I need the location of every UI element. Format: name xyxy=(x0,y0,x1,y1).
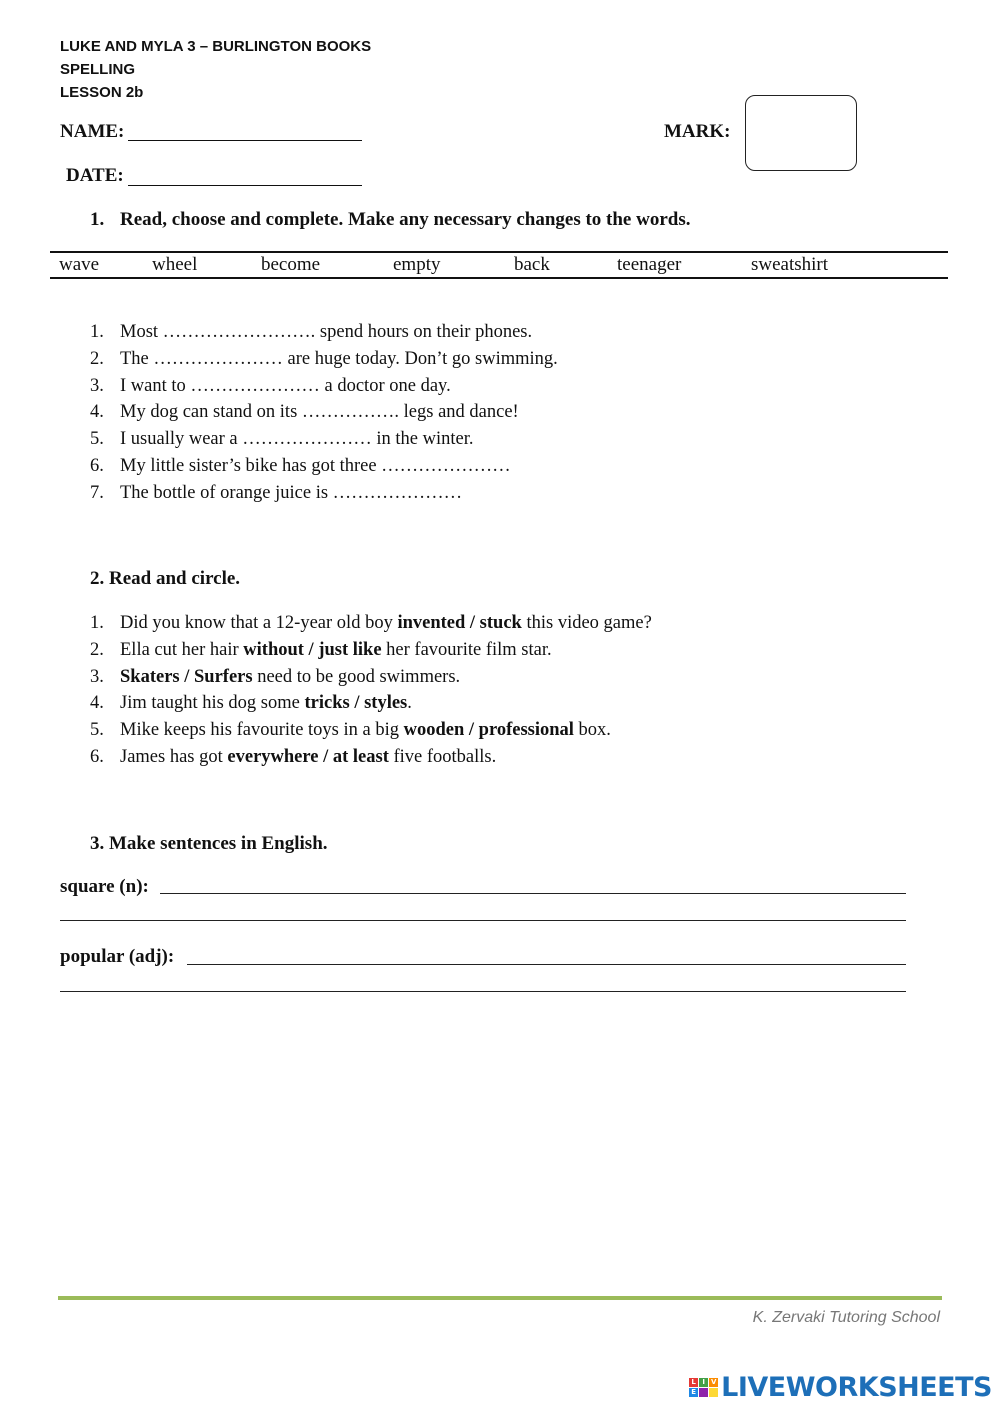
circle-options[interactable]: without / just like xyxy=(243,639,382,660)
item-text: My dog can stand on its ……………. legs and dance! xyxy=(120,402,519,423)
item-text: need to be good swimmers. xyxy=(252,666,461,687)
list-item xyxy=(90,399,558,426)
item-text: Mike keeps his favourite toys in a big xyxy=(120,720,404,741)
word-bank-item: back xyxy=(514,254,550,275)
name-label: NAME: xyxy=(60,121,125,142)
item-text: Jim taught his dog some xyxy=(120,693,305,714)
subject-title: SPELLING xyxy=(60,61,136,78)
name-field[interactable] xyxy=(128,139,362,141)
list-item xyxy=(90,319,558,346)
list-item xyxy=(90,744,652,771)
item-text: Did you know that a 12-year old boy xyxy=(120,613,398,633)
item-text: . xyxy=(407,693,412,714)
item-number: 5. xyxy=(90,429,104,450)
section1-title: Read, choose and complete. Make any necessary changes to the words. xyxy=(120,209,691,230)
item-text: The bottle of orange juice is ………………… xyxy=(120,482,463,503)
item-number: 6. xyxy=(90,746,104,767)
item-number: 5. xyxy=(90,720,104,741)
list-item xyxy=(90,373,558,400)
list-item xyxy=(90,453,558,480)
popular-answer-line[interactable] xyxy=(187,964,906,965)
circle-options[interactable]: tricks / styles xyxy=(304,693,408,714)
section1-number: 1. xyxy=(90,209,105,230)
word-bank-item: empty xyxy=(393,254,441,275)
word-bank-item: become xyxy=(261,254,321,275)
footer-divider xyxy=(58,1296,942,1300)
section2-list xyxy=(90,610,652,771)
item-number: 2. xyxy=(90,639,104,660)
item-text: I usually wear a ………………… in the winter. xyxy=(120,429,474,450)
word-bank-item: wheel xyxy=(152,254,198,275)
item-text: I want to ………………… a doctor one day. xyxy=(120,375,451,396)
logo-grid-icon: L I V E xyxy=(689,1378,718,1397)
item-text: My little sister’s bike has got three ………………… xyxy=(120,455,511,476)
item-text: James has got xyxy=(120,746,228,767)
item-number: 1. xyxy=(90,613,104,633)
square-answer-line[interactable] xyxy=(160,893,906,894)
popular-prompt: popular (adj): xyxy=(60,946,175,967)
list-item xyxy=(90,690,652,717)
item-text: this video game? xyxy=(521,613,652,633)
liveworksheets-logo xyxy=(689,1372,992,1403)
list-item xyxy=(90,346,558,373)
word-bank xyxy=(50,251,948,279)
item-number: 1. xyxy=(90,322,104,342)
item-text: Most ……………………. spend hours on their phones. xyxy=(120,322,533,342)
mark-box[interactable] xyxy=(745,95,857,171)
square-prompt: square (n): xyxy=(60,876,149,897)
brand-name: LIVEWORKSHEETS xyxy=(721,1372,992,1403)
item-number: 3. xyxy=(90,666,104,687)
section2-title: 2. Read and circle. xyxy=(90,568,241,589)
square-answer-line-2[interactable] xyxy=(60,920,906,921)
item-number: 2. xyxy=(90,348,104,369)
list-item xyxy=(90,480,558,507)
circle-options[interactable]: Skaters / Surfers xyxy=(120,666,253,687)
school-name: K. Zervaki Tutoring School xyxy=(752,1309,940,1326)
list-item xyxy=(90,610,652,637)
word-bank-item: sweatshirt xyxy=(751,254,829,275)
item-text: The ………………… are huge today. Don’t go swimming. xyxy=(120,348,558,369)
item-text: box. xyxy=(573,720,611,741)
date-field[interactable] xyxy=(128,184,362,186)
lesson-title: LESSON 2b xyxy=(60,84,144,101)
item-number: 7. xyxy=(90,482,104,503)
item-number: 6. xyxy=(90,455,104,476)
item-number: 4. xyxy=(90,402,104,423)
word-bank-item: teenager xyxy=(617,254,682,275)
mark-label: MARK: xyxy=(664,121,731,142)
date-label: DATE: xyxy=(66,165,124,186)
list-item xyxy=(90,426,558,453)
item-text: her favourite film star. xyxy=(381,639,552,660)
item-text: five footballs. xyxy=(388,746,497,767)
circle-options[interactable]: everywhere / at least xyxy=(227,746,389,767)
section1-list xyxy=(90,319,558,507)
list-item xyxy=(90,717,652,744)
popular-answer-line-2[interactable] xyxy=(60,991,906,992)
item-number: 3. xyxy=(90,375,104,396)
item-number: 4. xyxy=(90,693,104,714)
list-item xyxy=(90,637,652,664)
section3-title: 3. Make sentences in English. xyxy=(90,833,328,854)
list-item xyxy=(90,664,652,691)
circle-options[interactable]: wooden / professional xyxy=(403,720,574,741)
item-text: Ella cut her hair xyxy=(120,639,244,660)
book-title: LUKE AND MYLA 3 – BURLINGTON BOOKS xyxy=(60,38,372,55)
circle-options[interactable]: invented / stuck xyxy=(397,613,522,633)
word-bank-item: wave xyxy=(59,254,100,275)
